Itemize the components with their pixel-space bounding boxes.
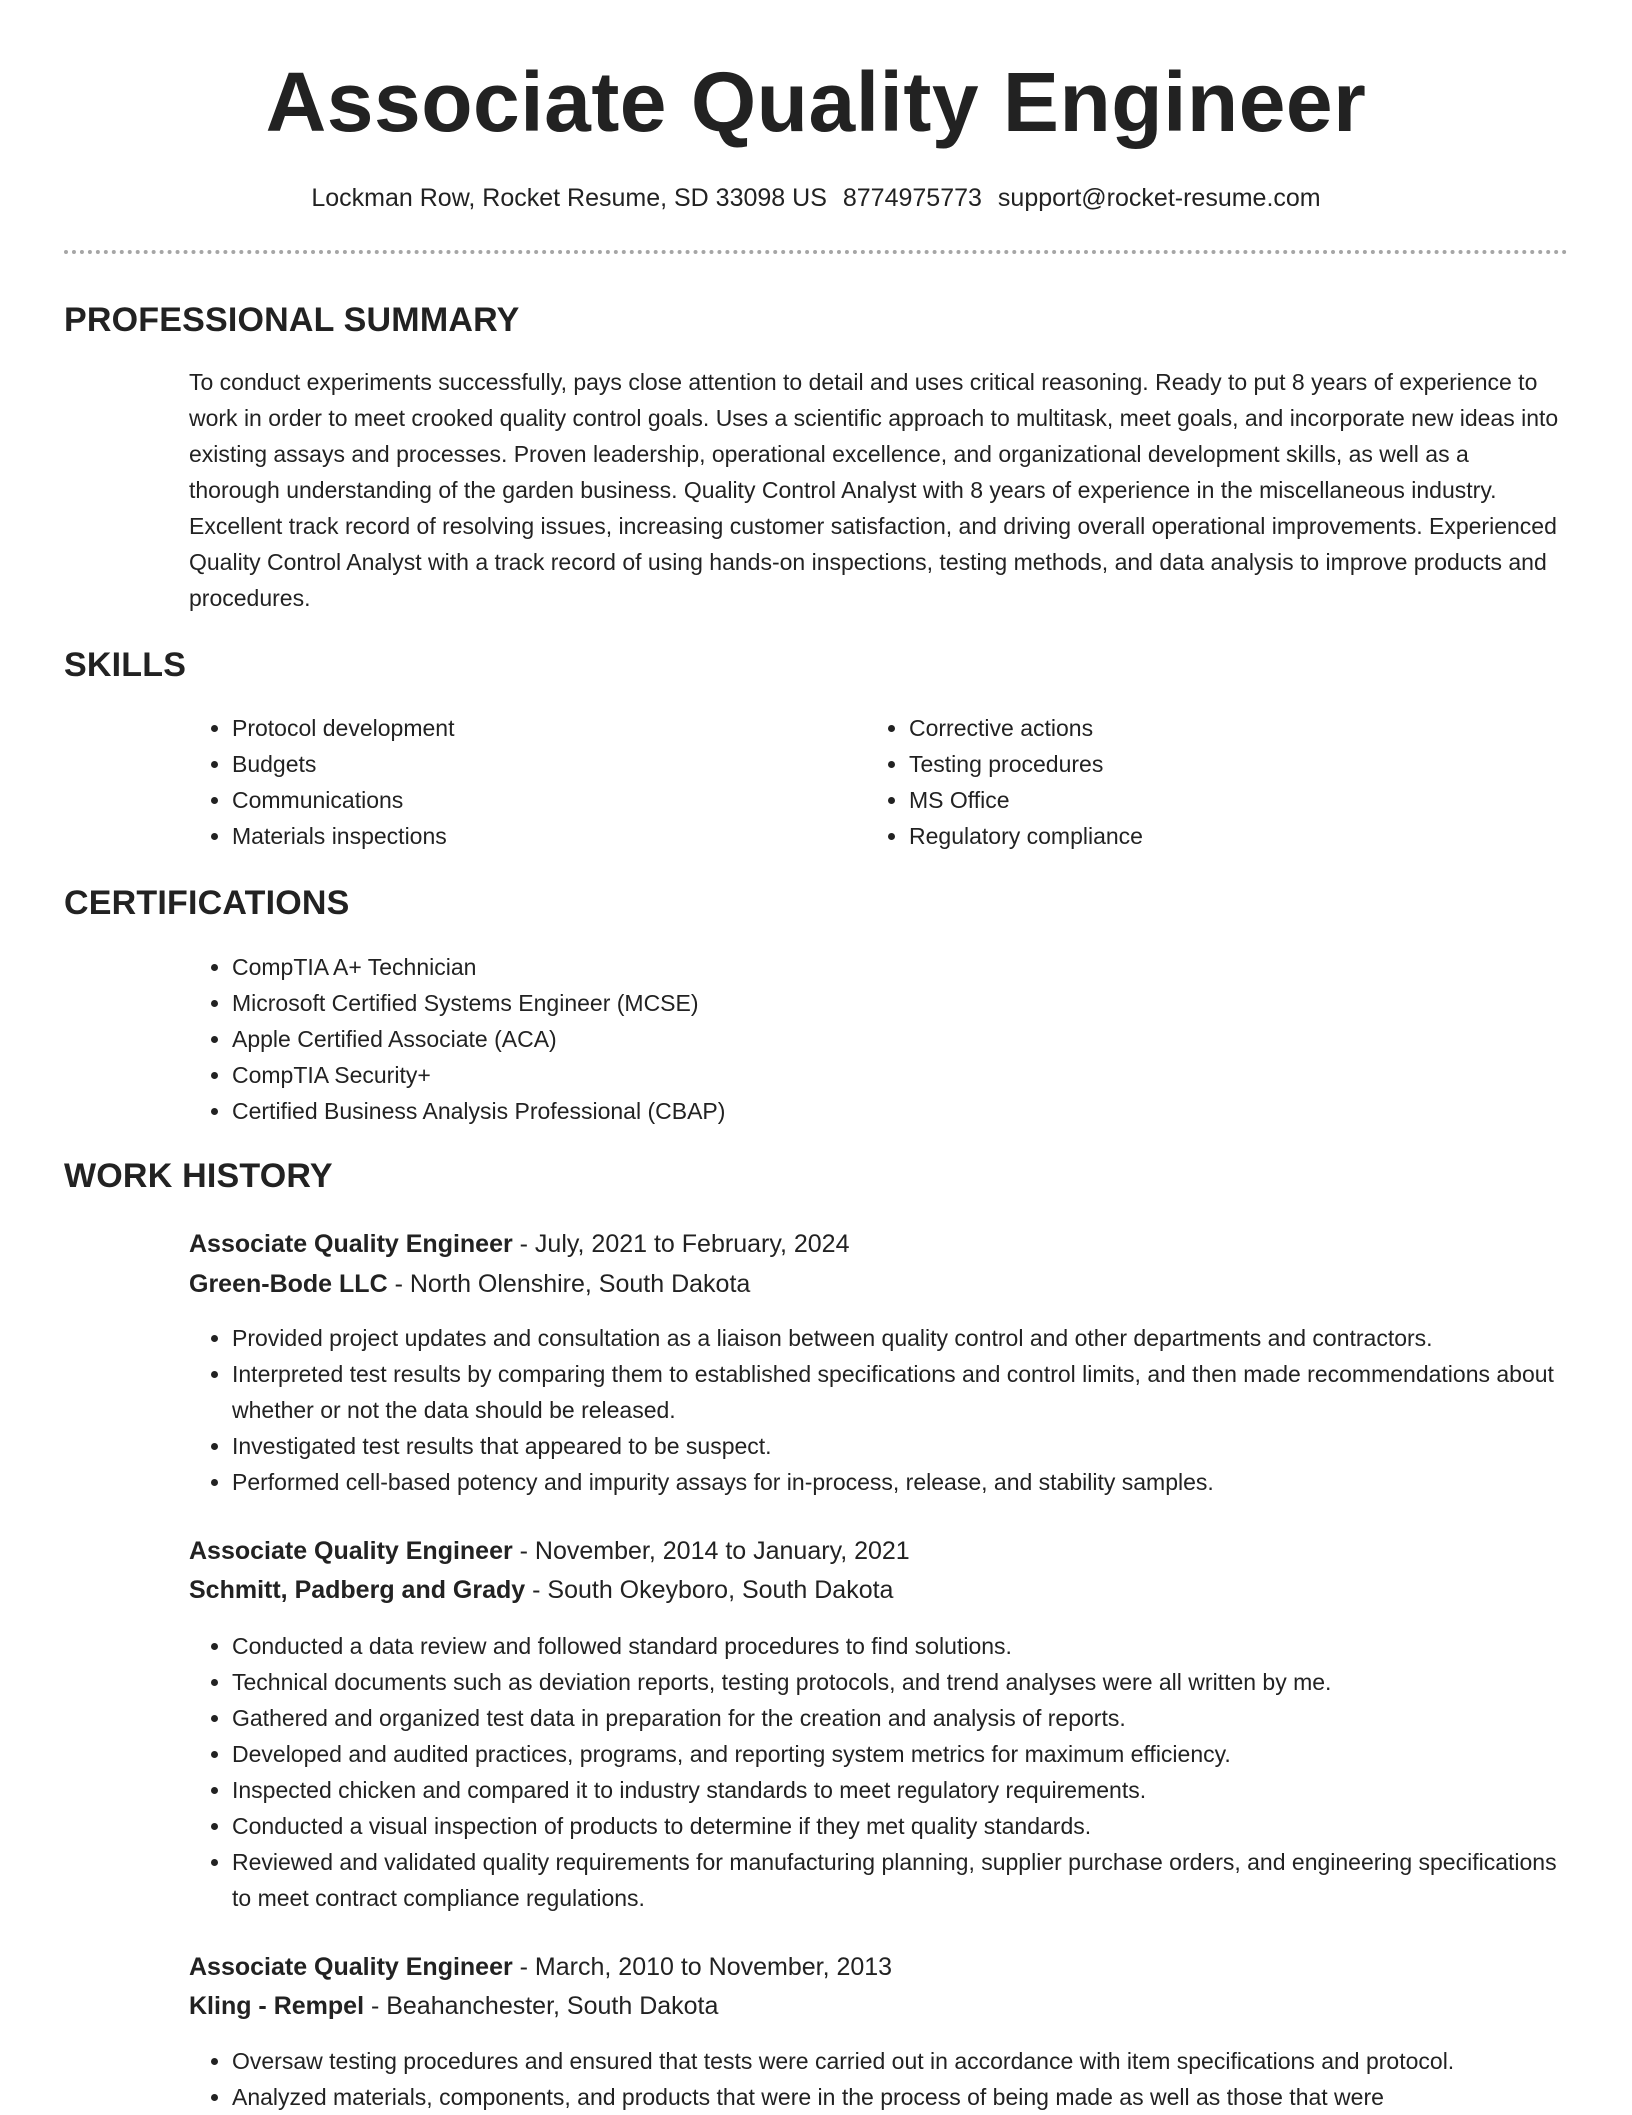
certifications-section-title: CERTIFICATIONS	[64, 884, 350, 922]
work-history-section-title: WORK HISTORY	[64, 1157, 333, 1195]
job-location: - South Okeyboro, South Dakota	[525, 1576, 894, 1604]
job-title: Associate Quality Engineer	[189, 1230, 513, 1258]
job-dates: - November, 2014 to January, 2021	[512, 1537, 910, 1565]
skill-item: • Communications	[232, 782, 852, 818]
job-title: Associate Quality Engineer	[189, 1953, 513, 1981]
job-title-line	[189, 1226, 849, 1262]
certification-item: • Microsoft Certified Systems Engineer (MCSE)	[232, 985, 1532, 1021]
job-bullets	[189, 1628, 1572, 1916]
job-bullet: • Technical documents such as deviation reports, testing protocols, and trend analyses were all written by me.	[232, 1664, 1572, 1700]
header-divider	[64, 250, 1568, 254]
contact-email[interactable]: support@rocket-resume.com	[997, 184, 1321, 212]
skill-item: • Protocol development	[232, 710, 852, 746]
job-company-line	[189, 1266, 750, 1302]
skill-item: • Materials inspections	[232, 818, 852, 854]
certification-item: • Apple Certified Associate (ACA)	[232, 1021, 1532, 1057]
certification-item: • CompTIA Security+	[232, 1057, 1532, 1093]
job-bullet: • Provided project updates and consultation as a liaison between quality control and other departments and contractors.	[232, 1320, 1612, 1356]
job-bullet: • Interpreted test results by comparing them to established specifications and control limits, and then made recommendations about whether or not the data should be released.	[232, 1356, 1612, 1428]
job-company: Schmitt, Padberg and Grady	[189, 1576, 526, 1604]
skill-item: • Budgets	[232, 746, 852, 782]
contact-line	[0, 182, 1632, 214]
job-location: - North Olenshire, South Dakota	[387, 1270, 751, 1298]
summary-text: To conduct experiments successfully, pays close attention to detail and uses critical reasoning. Ready to put 8 years of experience to work in order to meet crooked quality control goals. Uses a scientific approach to multitask, meet goals, and incorporate new ideas into existing assays and processes. Proven leadership, operational excellence, and organizational development skills, as well as a thorough understanding of the garden business. Quality Control Analyst with 8 years of experience in the miscellaneous industry. Excellent track record of resolving issues, increasing customer satisfaction, and driving overall operational improvements. Experienced Quality Control Analyst with a track record of using hands-on inspections, testing methods, and data analysis to improve products and procedures.	[189, 369, 1559, 611]
job-title-line	[189, 1949, 892, 1985]
job-bullet: • Inspected chicken and compared it to industry standards to meet regulatory requirements.	[232, 1772, 1572, 1808]
skill-item: • Regulatory compliance	[909, 818, 1529, 854]
job-bullet: • Reviewed and validated quality requirements for manufacturing planning, supplier purchase orders, and engineering specifications to meet contract compliance regulations.	[232, 1844, 1572, 1916]
job-title-line	[189, 1533, 910, 1569]
job-bullet: • Conducted a data review and followed standard procedures to find solutions.	[232, 1628, 1572, 1664]
job-company-line	[189, 1572, 893, 1608]
resume-name-heading: Associate Quality Engineer	[265, 55, 1367, 149]
job-dates: - March, 2010 to November, 2013	[512, 1953, 893, 1981]
job-bullet: • Investigated test results that appeared to be suspect.	[232, 1428, 1612, 1464]
job-bullets	[189, 1320, 1612, 1500]
job-title: Associate Quality Engineer	[189, 1537, 513, 1565]
job-bullet: • Developed and audited practices, programs, and reporting system metrics for maximum efficiency.	[232, 1736, 1572, 1772]
skills-list-right	[866, 710, 1529, 854]
job-bullet: • Conducted a visual inspection of products to determine if they met quality standards.	[232, 1808, 1572, 1844]
skills-section-title: SKILLS	[64, 646, 187, 684]
certifications-list	[189, 949, 1532, 1129]
skill-item: • Testing procedures	[909, 746, 1529, 782]
job-company-line	[189, 1988, 718, 2024]
job-bullet: • Performed cell-based potency and impurity assays for in-process, release, and stability samples.	[232, 1464, 1612, 1500]
certification-item: • Certified Business Analysis Professional (CBAP)	[232, 1093, 1532, 1129]
job-location: - Beahanchester, South Dakota	[364, 1992, 719, 2020]
contact-phone: 8774975773	[842, 184, 982, 212]
skill-item: • MS Office	[909, 782, 1529, 818]
skills-list-left	[189, 710, 852, 854]
job-company: Kling - Rempel	[189, 1992, 365, 2020]
job-bullet: • Analyzed materials, components, and products that were in the process of being made as well as those that were	[232, 2079, 1632, 2115]
job-bullets	[189, 2043, 1632, 2115]
skill-item: • Corrective actions	[909, 710, 1529, 746]
job-bullet: • Oversaw testing procedures and ensured that tests were carried out in accordance with item specifications and protocol.	[232, 2043, 1632, 2079]
summary-section-title: PROFESSIONAL SUMMARY	[64, 301, 520, 339]
job-company: Green-Bode LLC	[189, 1270, 388, 1298]
job-dates: - July, 2021 to February, 2024	[512, 1230, 850, 1258]
job-bullet: • Gathered and organized test data in preparation for the creation and analysis of reports.	[232, 1700, 1572, 1736]
certification-item: • CompTIA A+ Technician	[232, 949, 1532, 985]
contact-address: Lockman Row, Rocket Resume, SD 33098 US	[311, 184, 827, 212]
